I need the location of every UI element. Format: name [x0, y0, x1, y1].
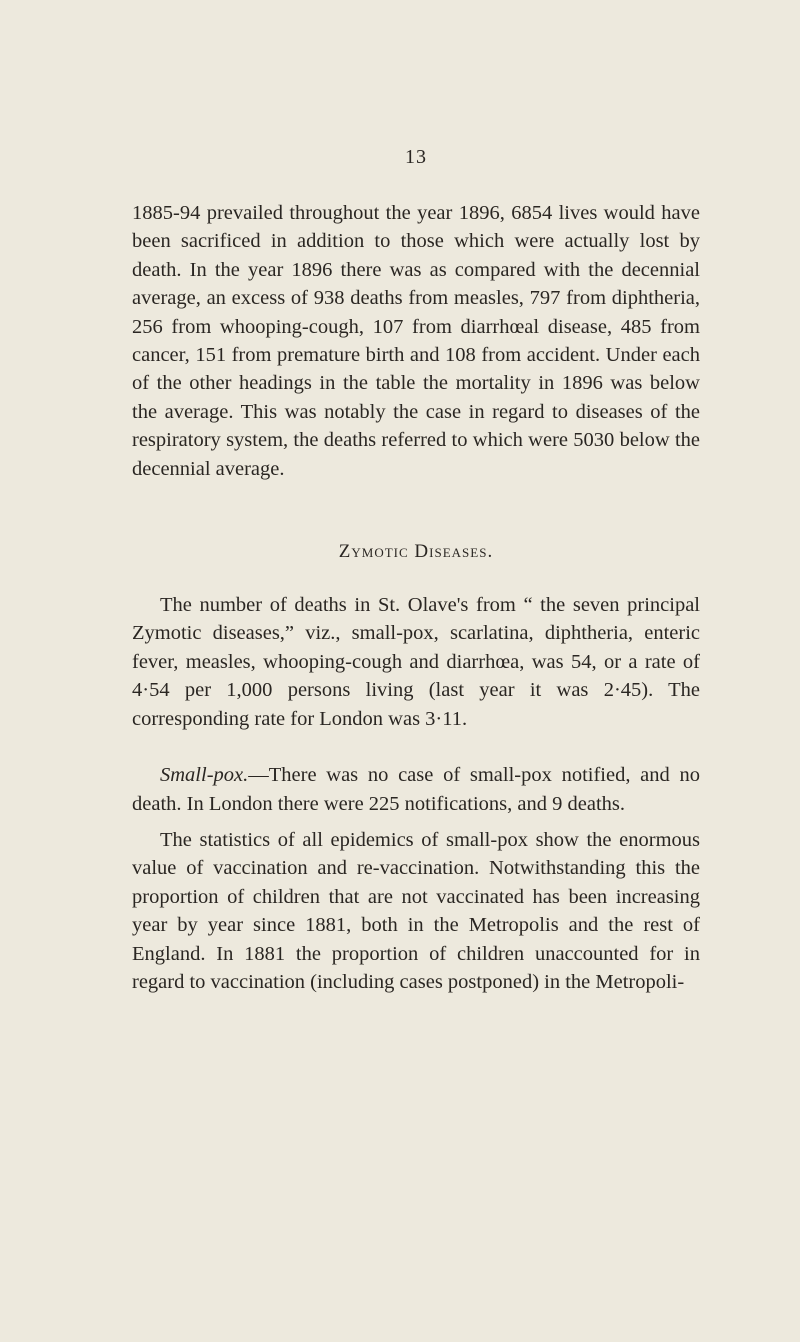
page-number: 13	[405, 146, 427, 168]
small-pox-lead: Small-pox.	[160, 764, 249, 787]
document-page	[132, 146, 700, 996]
paragraph-vaccination: The statistics of all epidemics of small-pox show the enormous value of vaccination and re-vaccination. Notwithstanding this the proportion of children that are not vaccinated has been increasing year by year since 1881, both in the Metropolis and the rest of England. In 1881 the proportion of children unaccounted for in regard to vaccination (including cases postponed) in the Metropoli-	[132, 828, 700, 993]
paragraph-zymotic-deaths: The number of deaths in St. Olave's from “ the seven principal Zymotic diseases,” viz., small-pox, scarlatina, diphtheria, enteric fever, measles, whooping-cough and diarrhœa, was 54, or a rate of 4·54 per 1,000 persons living (last year it was 2·45). The corresponding rate for London was 3·11.	[132, 594, 700, 730]
paragraph-mortality-comparison: 1885-94 prevailed throughout the year 1896, 6854 lives would have been sacrificed in addition to those which were actually lost by death. In the year 1896 there was as compared with the decennial average, an excess of 938 deaths from measles, 797 from diphtheria, 256 from whooping-cough, 107 from diarrhœal disease, 485 from cancer, 151 from premature birth and 108 from accident. Under each of the other headings in the table the mortality in 1896 was below the average. This was notably the case in regard to diseases of the respiratory system, the deaths referred to which were 5030 below the decennial average.	[132, 202, 700, 480]
paragraph-small-pox	[132, 761, 700, 818]
section-heading-zymotic-diseases: Zymotic Diseases.	[338, 541, 494, 563]
small-pox-text: —There was no case of small-pox notified, and no death. In London there were 225 notifications, and 9 deaths.	[132, 764, 700, 815]
